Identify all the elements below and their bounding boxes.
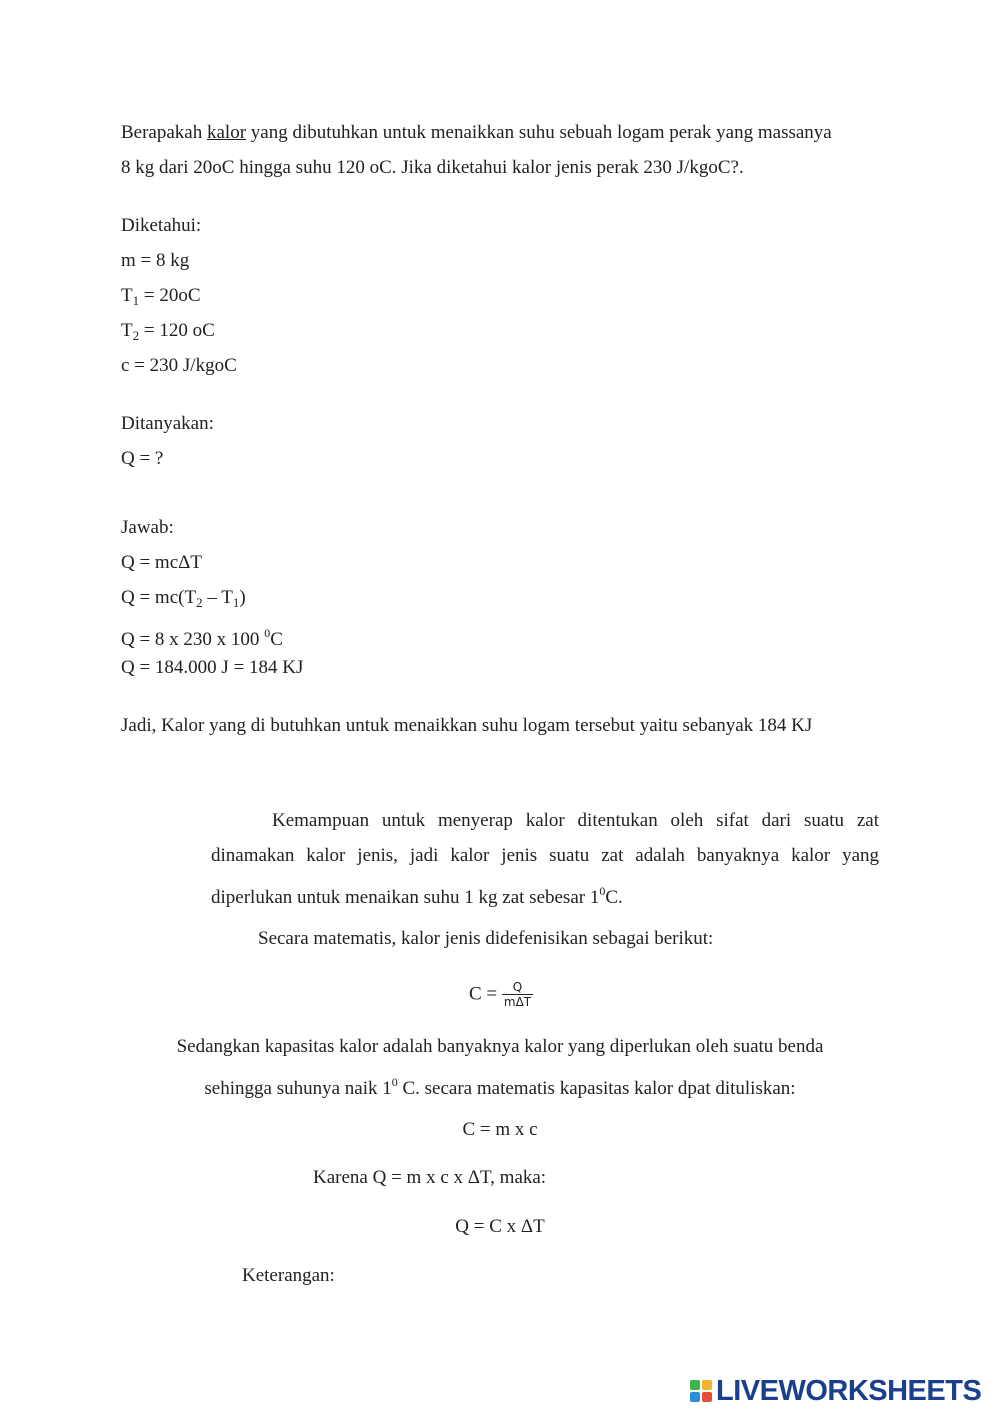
answer-step-2: $Q = mc(T_2 - T_1)$ xyxy=(121,587,246,610)
known-t1: $T_1 = 20oC$ xyxy=(121,285,201,308)
known-t2: $T_2 = 120$ oC xyxy=(121,320,215,343)
fraction: $\frac{Q}{\text{mΔT}}$ xyxy=(503,980,532,1009)
formula-heat-capacity: C = m x c xyxy=(462,1119,538,1140)
answer-step-3: Q = 8 x 230 x 100 $^0$C xyxy=(121,626,283,650)
theory-p1-line-2: dinamakan kalor jenis, jadi kalor jenis suatu zat adalah banyaknya kalor yang xyxy=(211,845,879,866)
problem-line-1: Berapakah kalor yang dibutuhkan untuk menaikkan suhu sebuah logam perak yang massanya xyxy=(121,122,832,143)
known-specific-heat: c = 230 J/kgoC xyxy=(121,355,237,376)
known-heading: Diketahui: xyxy=(121,215,202,236)
known-mass: m = 8 kg xyxy=(121,250,190,271)
liveworksheets-icon xyxy=(690,1380,712,1402)
theory-p3-line-2: sehingga suhunya naik $1^0$ C. secara matematis kapasitas kalor dpat dituliskan: xyxy=(204,1075,796,1099)
theory-p1-line-3: diperlukan untuk menaikan suhu 1 kg zat sebesar $1^0C$. xyxy=(211,884,623,908)
answer-formula: Q = mcΔT xyxy=(121,552,202,573)
formula-specific-heat: C = $\frac{Q}{\text{mΔT}}$ xyxy=(469,980,532,1009)
kalor-underlined: kalor xyxy=(206,122,247,143)
answer-result: Q = 184.000 J = 184 KJ xyxy=(121,657,304,678)
problem-line-2: 8 kg dari 20oC hingga suhu 120 oC. Jika diketahui kalor jenis perak 230 J/kgoC?. xyxy=(121,157,744,178)
theory-p3-line-1: Sedangkan kapasitas kalor adalah banyaknya kalor yang diperlukan oleh suatu benda xyxy=(176,1036,824,1057)
asked-heading: Ditanyakan: xyxy=(121,413,214,434)
answer-heading: Jawab: xyxy=(121,517,174,538)
brand-name: LIVEWORKSHEETS xyxy=(716,1374,982,1407)
theory-p1-line-1: Kemampuan untuk menyerap kalor ditentukan oleh sifat dari suatu zat xyxy=(272,810,879,831)
liveworksheets-logo xyxy=(690,1376,981,1406)
keterangan-heading: Keterangan: xyxy=(242,1265,335,1286)
formula-q: Q = C x ΔT xyxy=(455,1216,545,1237)
asked-q: Q = ? xyxy=(121,448,164,469)
theory-p2: Secara matematis, kalor jenis didefenisikan sebagai berikut: xyxy=(258,928,714,949)
theory-p4: Karena Q = m x c x ΔT, maka: xyxy=(313,1167,547,1188)
conclusion: Jadi, Kalor yang di butuhkan untuk menaikkan suhu logam tersebut yaitu sebanyak 184 KJ xyxy=(121,715,813,736)
